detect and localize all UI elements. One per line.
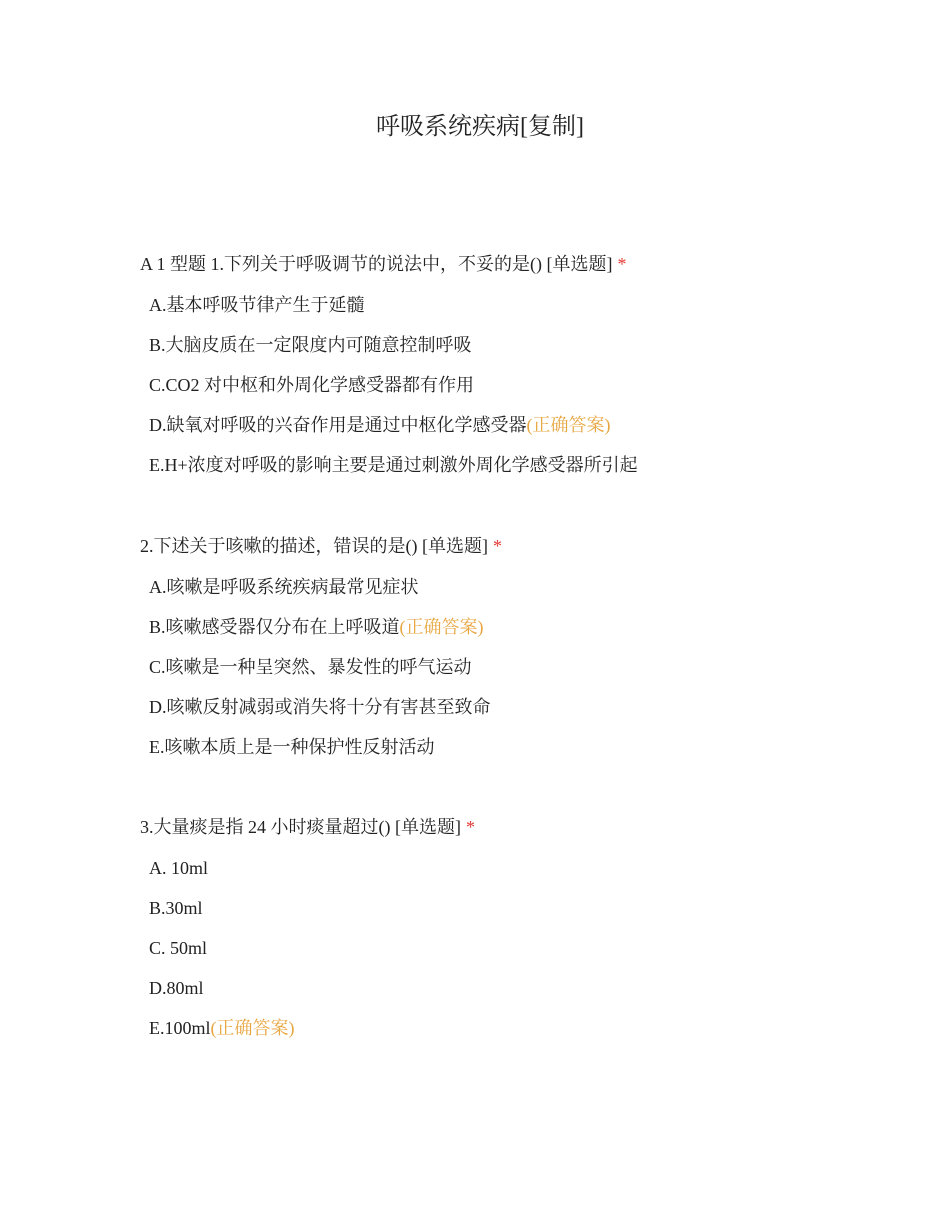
question-text <box>140 815 900 839</box>
option-label: B.30ml <box>149 898 203 918</box>
option-a[interactable] <box>149 293 900 333</box>
option-d[interactable] <box>149 695 900 735</box>
question-1 <box>140 252 900 493</box>
question-label: 2.下述关于咳嗽的描述，错误的是() [单选题] <box>140 536 488 556</box>
option-c[interactable] <box>149 655 900 695</box>
correct-answer-tag: (正确答案) <box>526 415 611 435</box>
option-c[interactable] <box>149 373 900 413</box>
option-label: A.咳嗽是呼吸系统疾病最常见症状 <box>149 577 419 597</box>
correct-answer-tag: (正确答案) <box>210 1018 295 1038</box>
question-label: A 1 型题 1.下列关于呼吸调节的说法中，不妥的是() [单选题] <box>140 254 613 274</box>
page-title: 呼吸系统疾病[复制] <box>376 114 584 140</box>
option-d[interactable] <box>149 976 900 1016</box>
option-label: D.80ml <box>149 978 204 998</box>
option-a[interactable] <box>149 575 900 615</box>
option-e[interactable] <box>149 1016 900 1056</box>
required-asterisk: * <box>617 254 627 274</box>
option-b[interactable] <box>149 896 900 936</box>
option-list <box>149 293 900 493</box>
option-label: E.100ml <box>149 1018 211 1038</box>
option-label: C. 50ml <box>149 938 208 958</box>
required-asterisk: * <box>492 536 502 556</box>
option-label: A. 10ml <box>149 858 209 878</box>
option-label: E.咳嗽本质上是一种保护性反射活动 <box>149 737 435 757</box>
question-text <box>140 534 900 558</box>
option-label: D.缺氧对呼吸的兴奋作用是通过中枢化学感受器 <box>149 415 527 435</box>
option-label: A.基本呼吸节律产生于延髓 <box>149 295 365 315</box>
option-b[interactable] <box>149 333 900 373</box>
option-list <box>149 575 900 775</box>
question-label: 3.大量痰是指 24 小时痰量超过() [单选题] <box>140 817 461 837</box>
option-d[interactable] <box>149 413 900 453</box>
question-3 <box>140 815 900 1056</box>
required-asterisk: * <box>465 817 475 837</box>
option-label: B.大脑皮质在一定限度内可随意控制呼吸 <box>149 335 472 355</box>
option-e[interactable] <box>149 735 900 775</box>
question-text <box>140 252 900 276</box>
option-a[interactable] <box>149 856 900 896</box>
option-c[interactable] <box>149 936 900 976</box>
option-e[interactable] <box>149 453 900 493</box>
option-label: D.咳嗽反射减弱或消失将十分有害甚至致命 <box>149 697 491 717</box>
option-label: B.咳嗽感受器仅分布在上呼吸道 <box>149 617 400 637</box>
option-b[interactable] <box>149 615 900 655</box>
option-label: C.CO2 对中枢和外周化学感受器都有作用 <box>149 375 475 395</box>
option-label: C.咳嗽是一种呈突然、暴发性的呼气运动 <box>149 657 472 677</box>
correct-answer-tag: (正确答案) <box>399 617 484 637</box>
option-list <box>149 856 900 1056</box>
question-2 <box>140 534 900 775</box>
option-label: E.H+浓度对呼吸的影响主要是通过刺激外周化学感受器所引起 <box>149 455 638 475</box>
